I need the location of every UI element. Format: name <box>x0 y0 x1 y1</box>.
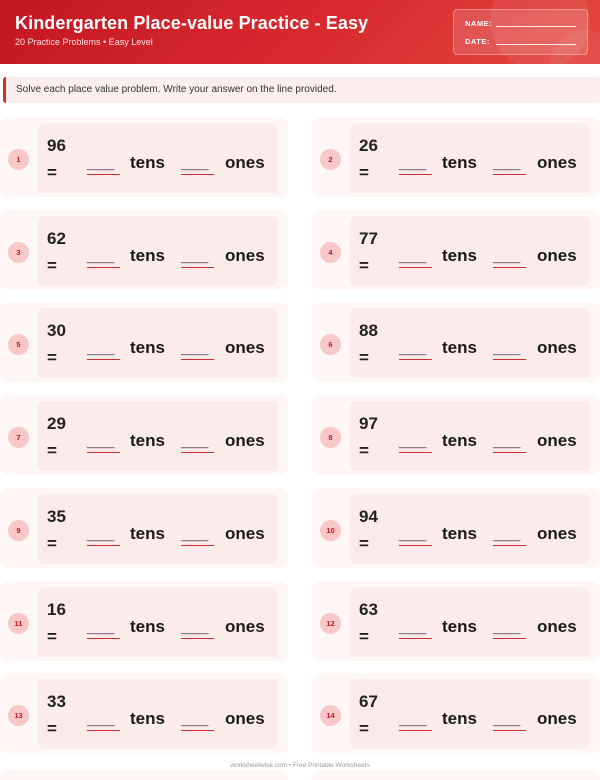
problem-value: 16 <box>47 599 66 619</box>
tens-answer-underline <box>87 545 120 546</box>
tens-label: tens <box>442 431 477 451</box>
problem-card <box>312 673 600 753</box>
tens-answer-blank[interactable]: ___ <box>87 709 114 729</box>
tens-answer-underline <box>399 267 432 268</box>
problem-number-badge: 3 <box>8 242 29 263</box>
ones-answer-underline <box>181 452 214 453</box>
problem-value: 88 <box>359 321 378 341</box>
instructions-text: Solve each place value problem. Write your answer on the line provided. <box>16 84 337 95</box>
tens-answer-blank[interactable]: ___ <box>399 245 426 265</box>
ones-answer-underline <box>493 638 526 639</box>
problem-body <box>350 494 590 564</box>
problem-number-badge: 5 <box>8 334 29 355</box>
ones-answer-underline <box>493 730 526 731</box>
problem-body <box>350 123 590 193</box>
tens-label: tens <box>130 616 165 636</box>
problem-body <box>350 308 590 378</box>
problem-number-badge: 4 <box>320 242 341 263</box>
ones-label: ones <box>537 431 577 451</box>
tens-label: tens <box>442 338 477 358</box>
problem-value: 96 <box>47 136 66 155</box>
problem-card <box>0 488 288 568</box>
ones-answer-underline <box>181 730 214 731</box>
footer: worksheetwise.com • Free Printable Worksheets <box>230 762 370 769</box>
ones-answer-blank[interactable]: ___ <box>181 523 208 543</box>
instructions-box <box>3 77 600 103</box>
problem-value: 67 <box>359 692 378 712</box>
date-label: DATE: <box>465 37 490 46</box>
tens-label: tens <box>130 523 165 543</box>
equals-sign: = <box>359 626 369 646</box>
ones-answer-blank[interactable]: ___ <box>181 431 208 451</box>
problem-number-badge: 14 <box>320 705 341 726</box>
problem-number-badge: 12 <box>320 613 341 634</box>
tens-label: tens <box>442 523 477 543</box>
tens-answer-blank[interactable]: ___ <box>399 523 426 543</box>
ones-answer-underline <box>493 174 526 175</box>
tens-label: tens <box>442 709 477 729</box>
problem-body <box>350 401 590 471</box>
tens-answer-blank[interactable]: ___ <box>399 431 426 451</box>
tens-answer-underline <box>87 638 120 639</box>
problem-card <box>312 581 600 661</box>
tens-answer-blank[interactable]: ___ <box>87 616 114 636</box>
equals-sign: = <box>359 348 369 368</box>
tens-label: tens <box>442 153 477 172</box>
tens-answer-underline <box>87 174 120 175</box>
equals-sign: = <box>47 626 57 646</box>
ones-answer-blank[interactable]: ___ <box>181 153 208 172</box>
problem-card <box>0 395 288 475</box>
problem-card <box>0 210 288 290</box>
worksheet-header <box>0 0 600 64</box>
tens-answer-underline <box>87 730 120 731</box>
tens-answer-underline <box>399 174 432 175</box>
problem-card <box>0 581 288 661</box>
problem-body <box>38 401 278 471</box>
equals-sign: = <box>359 255 369 275</box>
ones-label: ones <box>225 153 265 172</box>
name-label: NAME: <box>465 19 493 28</box>
problem-body <box>38 308 278 378</box>
tens-answer-underline <box>87 267 120 268</box>
problem-body <box>38 494 278 564</box>
tens-answer-blank[interactable]: ___ <box>399 338 426 358</box>
problem-value: 35 <box>47 506 66 526</box>
problem-number-badge: 8 <box>320 427 341 448</box>
tens-label: tens <box>130 153 165 172</box>
equals-sign: = <box>47 163 57 182</box>
tens-answer-underline <box>399 545 432 546</box>
ones-label: ones <box>537 153 577 172</box>
ones-label: ones <box>537 245 577 265</box>
tens-answer-underline <box>87 359 120 360</box>
problem-body <box>38 587 278 657</box>
ones-answer-blank[interactable]: ___ <box>493 153 520 172</box>
tens-answer-blank[interactable]: ___ <box>87 153 114 172</box>
ones-answer-blank[interactable]: ___ <box>493 616 520 636</box>
problem-number-badge: 13 <box>8 705 29 726</box>
tens-answer-underline <box>399 359 432 360</box>
equals-sign: = <box>47 441 57 461</box>
ones-label: ones <box>225 245 265 265</box>
ones-answer-blank[interactable]: ___ <box>493 245 520 265</box>
tens-answer-blank[interactable]: ___ <box>399 153 426 172</box>
tens-label: tens <box>130 245 165 265</box>
problem-body <box>38 679 278 749</box>
problem-value: 97 <box>359 414 378 434</box>
ones-answer-underline <box>181 267 214 268</box>
ones-answer-blank[interactable]: ___ <box>493 431 520 451</box>
problem-number-badge: 10 <box>320 520 341 541</box>
problem-card <box>312 488 600 568</box>
ones-label: ones <box>225 431 265 451</box>
problem-body <box>38 123 278 193</box>
problem-value: 33 <box>47 692 66 712</box>
worksheet-title: Kindergarten Place-value Practice - Easy <box>15 13 369 33</box>
problem-card <box>0 302 288 382</box>
date-field[interactable] <box>496 44 576 45</box>
ones-answer-blank[interactable]: ___ <box>181 616 208 636</box>
equals-sign: = <box>47 533 57 553</box>
ones-answer-underline <box>181 174 214 175</box>
worksheet-subtitle: 20 Practice Problems • Easy Level <box>15 37 153 47</box>
ones-label: ones <box>225 523 265 543</box>
problem-card <box>312 395 600 475</box>
problem-value: 26 <box>359 136 378 155</box>
ones-answer-blank[interactable]: ___ <box>181 709 208 729</box>
ones-answer-blank[interactable]: ___ <box>181 338 208 358</box>
ones-label: ones <box>537 523 577 543</box>
ones-answer-blank[interactable]: ___ <box>493 338 520 358</box>
ones-answer-blank[interactable]: ___ <box>493 523 520 543</box>
problem-body <box>38 216 278 286</box>
ones-answer-underline <box>181 359 214 360</box>
problem-value: 94 <box>359 506 378 526</box>
tens-label: tens <box>442 616 477 636</box>
equals-sign: = <box>359 533 369 553</box>
problem-value: 77 <box>359 228 378 248</box>
next-problem-peek <box>0 770 288 780</box>
problem-card <box>0 673 288 753</box>
equals-sign: = <box>359 163 369 182</box>
problem-number-badge: 11 <box>8 613 29 634</box>
problem-card <box>312 117 600 197</box>
ones-label: ones <box>537 338 577 358</box>
ones-label: ones <box>225 338 265 358</box>
ones-label: ones <box>225 616 265 636</box>
problem-body <box>350 679 590 749</box>
ones-answer-underline <box>493 452 526 453</box>
ones-label: ones <box>225 709 265 729</box>
problem-value: 62 <box>47 228 66 248</box>
tens-answer-underline <box>399 452 432 453</box>
next-problem-peek <box>312 770 600 780</box>
problem-number-badge: 7 <box>8 427 29 448</box>
tens-answer-blank[interactable]: ___ <box>399 709 426 729</box>
tens-label: tens <box>130 338 165 358</box>
ones-label: ones <box>537 709 577 729</box>
problem-card <box>0 117 288 197</box>
tens-answer-underline <box>399 730 432 731</box>
problem-card <box>312 302 600 382</box>
ones-answer-underline <box>181 638 214 639</box>
ones-answer-underline <box>493 545 526 546</box>
tens-answer-blank[interactable]: ___ <box>87 431 114 451</box>
equals-sign: = <box>47 719 57 739</box>
ones-answer-underline <box>181 545 214 546</box>
problem-number-badge: 9 <box>8 520 29 541</box>
tens-label: tens <box>130 709 165 729</box>
tens-label: tens <box>442 245 477 265</box>
tens-answer-blank[interactable]: ___ <box>87 338 114 358</box>
problem-value: 63 <box>359 599 378 619</box>
ones-label: ones <box>537 616 577 636</box>
tens-label: tens <box>130 431 165 451</box>
equals-sign: = <box>359 719 369 739</box>
name-field[interactable] <box>496 26 576 27</box>
ones-answer-blank[interactable]: ___ <box>181 245 208 265</box>
problem-value: 30 <box>47 321 66 341</box>
tens-answer-underline <box>87 452 120 453</box>
problem-body <box>350 216 590 286</box>
name-date-box <box>453 9 588 55</box>
tens-answer-blank[interactable]: ___ <box>87 523 114 543</box>
problem-body <box>350 587 590 657</box>
problem-number-badge: 1 <box>8 149 29 170</box>
ones-answer-underline <box>493 267 526 268</box>
problem-number-badge: 2 <box>320 149 341 170</box>
tens-answer-blank[interactable]: ___ <box>87 245 114 265</box>
equals-sign: = <box>47 348 57 368</box>
ones-answer-underline <box>493 359 526 360</box>
ones-answer-blank[interactable]: ___ <box>493 709 520 729</box>
problem-card <box>312 210 600 290</box>
problem-number-badge: 6 <box>320 334 341 355</box>
equals-sign: = <box>47 255 57 275</box>
tens-answer-blank[interactable]: ___ <box>399 616 426 636</box>
equals-sign: = <box>359 441 369 461</box>
problem-value: 29 <box>47 414 66 434</box>
tens-answer-underline <box>399 638 432 639</box>
